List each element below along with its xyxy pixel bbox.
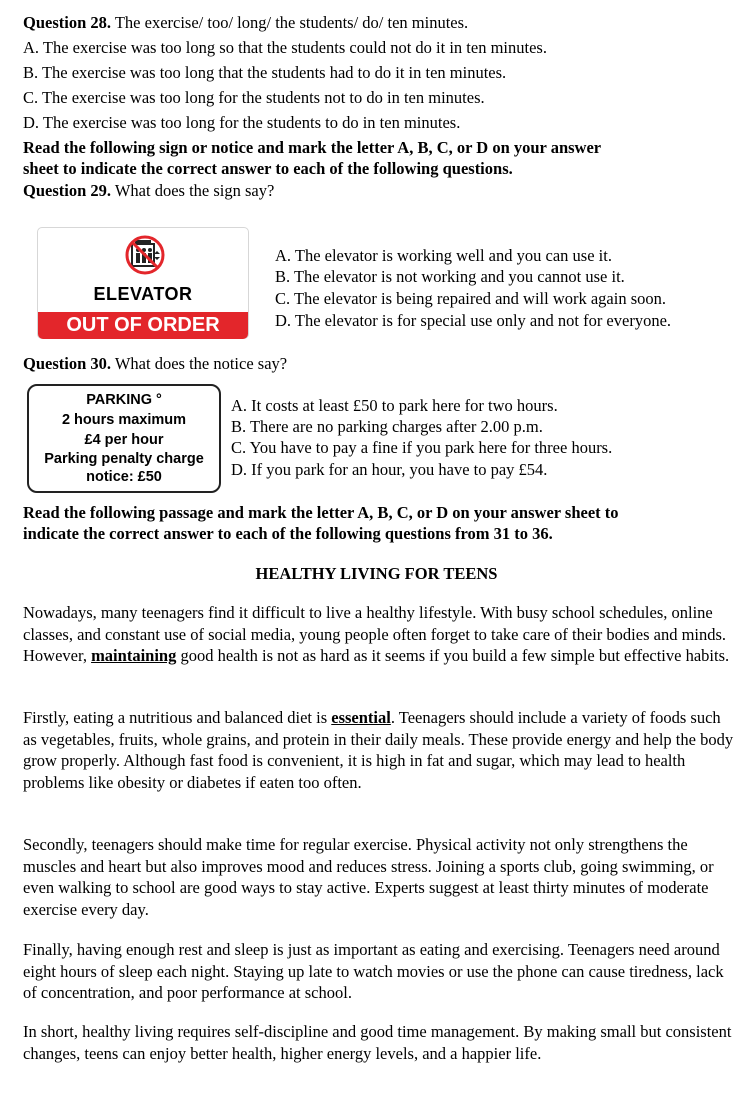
- q29-option-a: A. The elevator is working well and you can use it.: [275, 246, 612, 265]
- underlined-word-essential: essential: [331, 708, 391, 727]
- sign-out-of-order-banner: OUT OF ORDER: [38, 312, 248, 339]
- p1-text-start: Nowadays, many teenagers find it difficult to live a healthy lifestyle. With busy school schedules, online classes, and constant use of social media, young people often forget to take care of their bodies and minds. However,: [23, 603, 727, 666]
- passage-paragraph-5: [23, 1021, 735, 1064]
- q29-option-b: B. The elevator is not working and you cannot use it.: [275, 267, 625, 286]
- passage-paragraph-3: [23, 834, 735, 920]
- question-30-label: Question 30.: [23, 354, 112, 373]
- q29-option-c: C. The elevator is being repaired and will work again soon.: [275, 289, 667, 308]
- question-29: [23, 180, 274, 201]
- passage-instruction-line-1: Read the following passage and mark the letter A, B, C, or D on your answer sheet to: [23, 503, 619, 522]
- q30-option-c: C. You have to pay a fine if you park here for three hours.: [231, 438, 613, 457]
- q28-option-d: D. The exercise was too long for the students to do in ten minutes.: [23, 113, 461, 132]
- q28-option-b: B. The exercise was too long that the students had to do it in ten minutes.: [23, 63, 507, 82]
- p2-text-start: Firstly, eating a nutritious and balanced diet is: [23, 708, 332, 727]
- question-28-label: Question 28.: [23, 13, 112, 32]
- notice-line-parking: PARKING °: [86, 392, 162, 408]
- notice-line-max-hours: 2 hours maximum: [61, 412, 187, 428]
- p1-text-end: good health is not as hard as it seems if you build a few simple but effective habits.: [176, 646, 730, 666]
- p4-text: Finally, having enough rest and sleep is just as important as eating and exercising. Teenagers need around eight hours of sleep each night. Staying up late to watch movies or use the phone can cause tiredness, lack of concentration, and poor performance at school.: [23, 940, 724, 1003]
- parking-notice: [27, 384, 221, 493]
- question-28-prompt: The exercise/ too/ long/ the students/ do/ ten minutes.: [111, 13, 469, 32]
- question-30: [23, 353, 287, 374]
- question-28: [23, 12, 468, 33]
- p2-text-end: . Teenagers should include a variety of foods such as vegetables, fruits, whole grains, and protein in their daily meals. These provide energy and help the body grow properly. Although fast food is convenient, it is high in fat and sugar, which may lead to health problems like obesity or diabetes if eaten too often.: [23, 708, 734, 792]
- question-30-prompt: What does the notice say?: [111, 354, 288, 373]
- question-29-label: Question 29.: [23, 181, 112, 200]
- notice-line-penalty: Parking penalty charge: [44, 451, 204, 467]
- passage-title: HEALTHY LIVING FOR TEENS: [255, 564, 498, 583]
- q30-option-d: D. If you park for an hour, you have to pay £54.: [231, 460, 548, 479]
- passage-instruction-line-2: indicate the correct answer to each of the following questions from 31 to 36.: [23, 524, 553, 543]
- p3-text: Secondly, teenagers should make time for regular exercise. Physical activity not only strengthens the muscles and heart but also improves mood and reduces stress. Joining a sports club, going swimming, or even walking to school are good ways to stay active. Experts suggest at least thirty minutes of moderate exercise every day.: [23, 835, 714, 919]
- q30-option-b: B. There are no parking charges after 2.00 p.m.: [231, 417, 543, 436]
- notice-line-fine: notice: £50: [86, 469, 162, 485]
- q30-option-a: A. It costs at least £50 to park here for two hours.: [231, 396, 558, 415]
- q29-option-d: D. The elevator is for special use only and not for everyone.: [275, 311, 672, 330]
- p5-text: In short, healthy living requires self-discipline and good time management. By making small but consistent changes, teens can enjoy better health, higher energy levels, and a happier life.: [23, 1022, 732, 1063]
- no-elevator-icon: [124, 234, 166, 276]
- sign-instruction-line-2: sheet to indicate the correct answer to each of the following questions.: [23, 159, 513, 178]
- passage-paragraph-4: [23, 939, 735, 1004]
- passage-paragraph-2: [23, 707, 735, 793]
- q28-option-a: A. The exercise was too long so that the students could not do it in ten minutes.: [23, 38, 547, 57]
- sign-instruction-line-1: Read the following sign or notice and mark the letter A, B, C, or D on your answer: [23, 138, 602, 157]
- elevator-sign: [37, 227, 249, 339]
- passage-paragraph-1: [23, 602, 735, 667]
- notice-line-rate: £4 per hour: [84, 432, 164, 448]
- question-29-prompt: What does the sign say?: [111, 181, 275, 200]
- sign-elevator-text: ELEVATOR: [93, 284, 193, 304]
- underlined-word-maintaining: maintaining: [91, 646, 177, 666]
- q28-option-c: C. The exercise was too long for the students not to do in ten minutes.: [23, 88, 485, 107]
